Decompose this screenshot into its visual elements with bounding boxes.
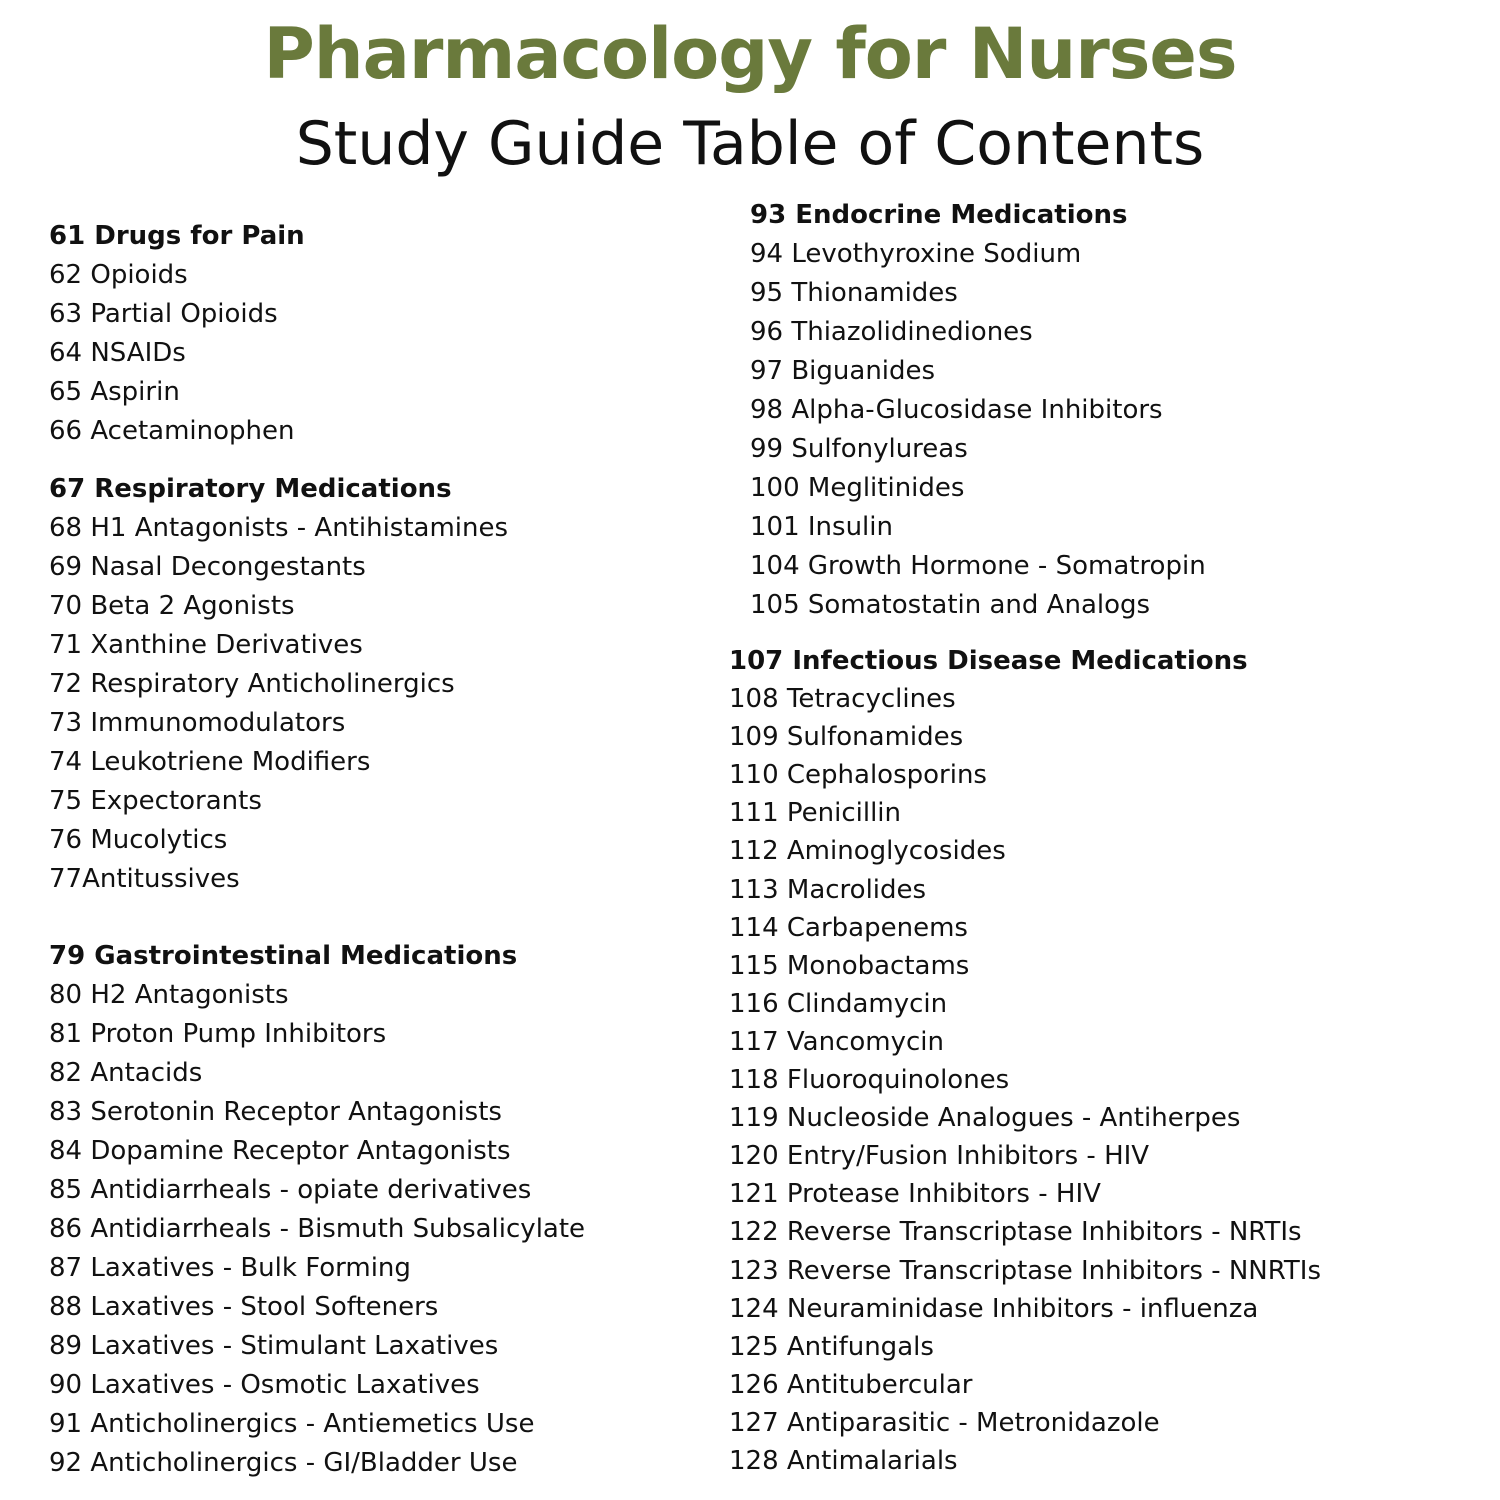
toc-entry: 122 Reverse Transcriptase Inhibitors - NRTIs (729, 1217, 1302, 1248)
toc-entry: 105 Somatostatin and Analogs (750, 590, 1151, 620)
section-drugs-for-pain (49, 217, 305, 451)
toc-entry: 125 Antifungals (729, 1331, 934, 1362)
toc-entry: 66 Acetaminophen (49, 416, 295, 446)
section-infectious-disease-medications (729, 642, 1321, 1480)
section-heading: 79 Gastrointestinal Medications (49, 941, 518, 971)
toc-entry: 62 Opioids (49, 260, 188, 290)
toc-entry: 83 Serotonin Receptor Antagonists (49, 1097, 502, 1127)
toc-entry: 72 Respiratory Anticholinergics (49, 669, 455, 699)
toc-entry: 104 Growth Hormone - Somatropin (750, 551, 1206, 581)
toc-entry: 87 Laxatives - Bulk Forming (49, 1253, 411, 1283)
toc-entry: 126 Antitubercular (729, 1369, 973, 1400)
toc-entry: 85 Antidiarrheals - opiate derivatives (49, 1175, 532, 1205)
toc-entry: 95 Thionamides (750, 278, 958, 308)
toc-entry: 84 Dopamine Receptor Antagonists (49, 1136, 511, 1166)
toc-entry: 120 Entry/Fusion Inhibitors - HIV (729, 1141, 1150, 1172)
toc-entry: 116 Clindamycin (729, 988, 948, 1019)
toc-entry: 92 Anticholinergics - GI/Bladder Use (49, 1448, 518, 1478)
toc-entry: 121 Protease Inhibitors - HIV (729, 1179, 1101, 1210)
toc-entry: 81 Proton Pump Inhibitors (49, 1019, 387, 1049)
toc-entry: 108 Tetracyclines (729, 684, 956, 715)
toc-entry: 128 Antimalarials (729, 1445, 958, 1476)
toc-entry: 98 Alpha-Glucosidase Inhibitors (750, 395, 1163, 425)
toc-entry: 97 Biguanides (750, 356, 936, 386)
toc-entry: 99 Sulfonylureas (750, 434, 968, 464)
toc-entry: 88 Laxatives - Stool Softeners (49, 1292, 439, 1322)
toc-entry: 109 Sulfonamides (729, 722, 964, 753)
toc-entry: 124 Neuraminidase Inhibitors - influenza (729, 1293, 1259, 1324)
toc-entry: 73 Immunomodulators (49, 708, 346, 738)
toc-entry: 117 Vancomycin (729, 1026, 944, 1057)
section-gastrointestinal-medications (49, 937, 585, 1483)
toc-entry: 94 Levothyroxine Sodium (750, 239, 1082, 269)
toc-entry: 76 Mucolytics (49, 825, 228, 855)
toc-entry: 64 NSAIDs (49, 338, 186, 368)
toc-entry: 90 Laxatives - Osmotic Laxatives (49, 1370, 480, 1400)
toc-entry: 89 Laxatives - Stimulant Laxatives (49, 1331, 499, 1361)
toc-entry: 80 H2 Antagonists (49, 980, 289, 1010)
toc-entry: 118 Fluoroquinolones (729, 1065, 1010, 1096)
section-heading: 107 Infectious Disease Medications (729, 646, 1248, 676)
section-heading: 93 Endocrine Medications (750, 200, 1128, 230)
section-endocrine-medications (750, 196, 1206, 625)
toc-entry: 110 Cephalosporins (729, 760, 987, 791)
toc-entry: 119 Nucleoside Analogues - Antiherpes (729, 1103, 1241, 1134)
document-subtitle: Study Guide Table of Contents (295, 109, 1205, 179)
toc-entry: 91 Anticholinergics - Antiemetics Use (49, 1409, 535, 1439)
toc-entry: 82 Antacids (49, 1058, 203, 1088)
toc-entry: 86 Antidiarrheals - Bismuth Subsalicylate (49, 1214, 586, 1244)
toc-entry: 75 Expectorants (49, 786, 262, 816)
toc-entry: 114 Carbapenems (729, 912, 968, 943)
toc-entry: 69 Nasal Decongestants (49, 552, 366, 582)
toc-entry: 74 Leukotriene Modifiers (49, 747, 371, 777)
section-heading: 67 Respiratory Medications (49, 474, 452, 504)
toc-entry: 100 Meglitinides (750, 473, 965, 503)
toc-entry: 63 Partial Opioids (49, 299, 278, 329)
toc-entry: 127 Antiparasitic - Metronidazole (729, 1407, 1160, 1438)
toc-entry: 123 Reverse Transcriptase Inhibitors - NNRTIs (729, 1255, 1322, 1286)
toc-entry: 71 Xanthine Derivatives (49, 630, 363, 660)
toc-entry: 101 Insulin (750, 512, 893, 542)
toc-entry: 96 Thiazolidinediones (750, 317, 1033, 347)
section-heading: 61 Drugs for Pain (49, 221, 305, 251)
toc-entry: 65 Aspirin (49, 377, 180, 407)
toc-entry: 68 H1 Antagonists - Antihistamines (49, 513, 509, 543)
toc-entry: 70 Beta 2 Agonists (49, 591, 295, 621)
toc-entry: 77Antitussives (49, 864, 240, 894)
section-respiratory-medications (49, 470, 508, 899)
toc-entry: 111 Penicillin (729, 798, 902, 829)
toc-entry: 115 Monobactams (729, 950, 970, 981)
toc-entry: 113 Macrolides (729, 874, 927, 905)
document-title: Pharmacology for Nurses (263, 13, 1237, 95)
toc-entry: 112 Aminoglycosides (729, 836, 1006, 867)
